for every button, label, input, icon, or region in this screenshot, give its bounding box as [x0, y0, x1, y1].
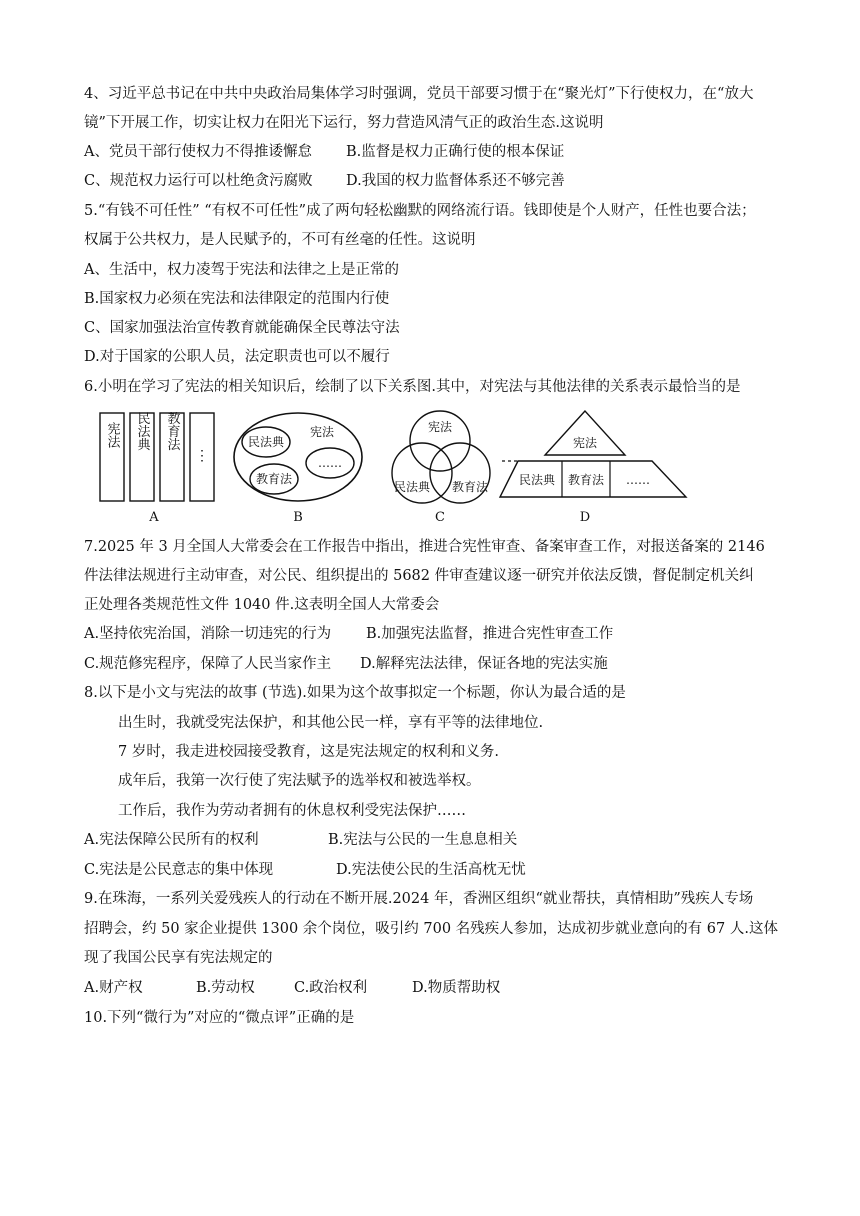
q6-diagram-d	[500, 411, 686, 525]
q6-label-b: B	[293, 510, 303, 525]
q6-b-jiaoyufa: 教育法	[255, 472, 293, 486]
q7-option-b: B.加强宪法监督，推进合宪性审查工作	[366, 626, 614, 642]
q6-c-minfadian: 民法典	[393, 480, 431, 494]
q5-option-c: C、国家加强法治宣传教育就能确保全民尊法守法	[84, 320, 400, 336]
q6-a-minfadian: 民法典	[134, 411, 150, 451]
q6-a-vdots: ⋮	[195, 448, 209, 464]
q5-option-a: A、生活中，权力凌驾于宪法和法律之上是正常的	[84, 262, 399, 278]
q5-stem-line1: 5.“有钱不可任性” “有权不可任性”成了两句轻松幽默的网络流行语。钱即使是个人财产，任性也要合法；	[84, 203, 756, 219]
q7-stem-line2: 件法律法规进行主动审查，对公民、组织提出的 5682 件审查建议逐一研究并依法反馈，督促制定机关纠	[84, 568, 754, 584]
q7-option-c: C.规范修宪程序，保障了人民当家作主	[84, 656, 332, 672]
q7-option-d: D.解释宪法法律，保证各地的宪法实施	[360, 656, 608, 672]
q4-stem-line2: 镜”下开展工作，切实让权力在阳光下运行，努力营造风清气正的政治生态.这说明	[84, 115, 604, 131]
q6-diagram-c	[392, 411, 490, 525]
q9-stem-line2: 招聘会，约 50 家企业提供 1300 余个岗位，吸引约 700 名残疾人参加，达成初步就业意向的有 67 人.这体	[84, 921, 778, 937]
q8-option-d: D.宪法使公民的生活高枕无忧	[336, 862, 526, 878]
q4-option-d: D.我国的权力监督体系还不够完善	[346, 173, 565, 189]
q9-option-a: A.财产权	[84, 980, 143, 996]
q5-stem-line2: 权属于公共权力，是人民赋予的，不可有丝毫的任性。这说明	[84, 232, 476, 248]
q9-stem-line1: 9.在珠海，一系列关爱残疾人的行动在不断开展.2024 年，香洲区组织“就业帮扶，真情相助”残疾人专场	[84, 891, 754, 907]
q7-option-a: A.坚持依宪治国，消除一切违宪的行为	[84, 626, 332, 642]
q6-a-xianfa: 宪法	[104, 422, 120, 448]
q6-d-jiaoyufa: 教育法	[567, 473, 605, 487]
q6-b-minfadian: 民法典	[247, 435, 285, 449]
q6-d-ellipsis: ……	[626, 473, 650, 487]
q9-option-c: C.政治权利	[294, 980, 368, 996]
q6-d-xianfa: 宪法	[572, 436, 598, 450]
q8-option-b: B.宪法与公民的一生息息相关	[328, 832, 518, 848]
q4-option-a: A、党员干部行使权力不得推诿懈怠	[84, 144, 312, 160]
q6-label-d: D	[579, 510, 591, 525]
q6-c-jiaoyufa: 教育法	[451, 480, 489, 494]
q8-stem: 8.以下是小文与宪法的故事 (节选).如果为这个故事拟定一个标题，你认为最合适的是	[84, 685, 626, 701]
q5-option-d: D.对于国家的公职人员，法定职责也可以不履行	[84, 349, 390, 365]
q6-stem: 6.小明在学习了宪法的相关知识后，绘制了以下关系图.其中，对宪法与其他法律的关系表示最恰当的是	[84, 379, 741, 395]
q6-label-c: C	[435, 510, 445, 525]
q8-option-c: C.宪法是公民意志的集中体现	[84, 862, 274, 878]
q6-label-a: A	[149, 510, 159, 525]
q6-d-minfadian: 民法典	[518, 473, 556, 487]
q5-option-b: B.国家权力必须在宪法和法律限定的范围内行使	[84, 291, 390, 307]
q6-b-xianfa: 宪法	[309, 425, 335, 439]
q7-stem-line3: 正处理各类规范性文件 1040 件.这表明全国人大常委会	[84, 597, 440, 613]
q6-c-xianfa: 宪法	[427, 420, 453, 434]
q6-diagram-b	[234, 413, 362, 525]
q6-diagram-a	[100, 411, 214, 525]
q9-stem-line3: 现了我国公民享有宪法规定的	[84, 950, 273, 966]
q4-option-c: C、规范权力运行可以杜绝贪污腐败	[84, 173, 313, 189]
q8-story-p4: 工作后，我作为劳动者拥有的休息权利受宪法保护……	[118, 803, 466, 819]
q8-option-a: A.宪法保障公民所有的权利	[84, 832, 259, 848]
q9-option-b: B.劳动权	[196, 980, 255, 996]
q4-option-b: B.监督是权力正确行使的根本保证	[346, 144, 565, 160]
q7-stem-line1: 7.2025 年 3 月全国人大常委会在工作报告中指出，推进合宪性审查、备案审查工作，对报送备案的 2146	[84, 539, 765, 555]
q8-story-p3: 成年后，我第一次行使了宪法赋予的选举权和被选举权。	[118, 773, 481, 789]
q4-stem-line1: 4、习近平总书记在中共中央政治局集体学习时强调，党员干部要习惯于在“聚光灯”下行使权力，在“放大	[84, 86, 754, 102]
q8-story-p1: 出生时，我就受宪法保护，和其他公民一样，享有平等的法律地位.	[118, 715, 544, 731]
q6-b-ellipsis: ……	[318, 456, 342, 470]
q8-story-p2: 7 岁时，我走进校园接受教育，这是宪法规定的权利和义务.	[118, 744, 499, 760]
q6-diagram	[90, 405, 770, 527]
q10-stem: 10.下列“微行为”对应的“微点评”正确的是	[84, 1010, 355, 1026]
q9-option-d: D.物质帮助权	[412, 980, 501, 996]
q6-a-jiaoyufa: 教育法	[164, 411, 180, 451]
